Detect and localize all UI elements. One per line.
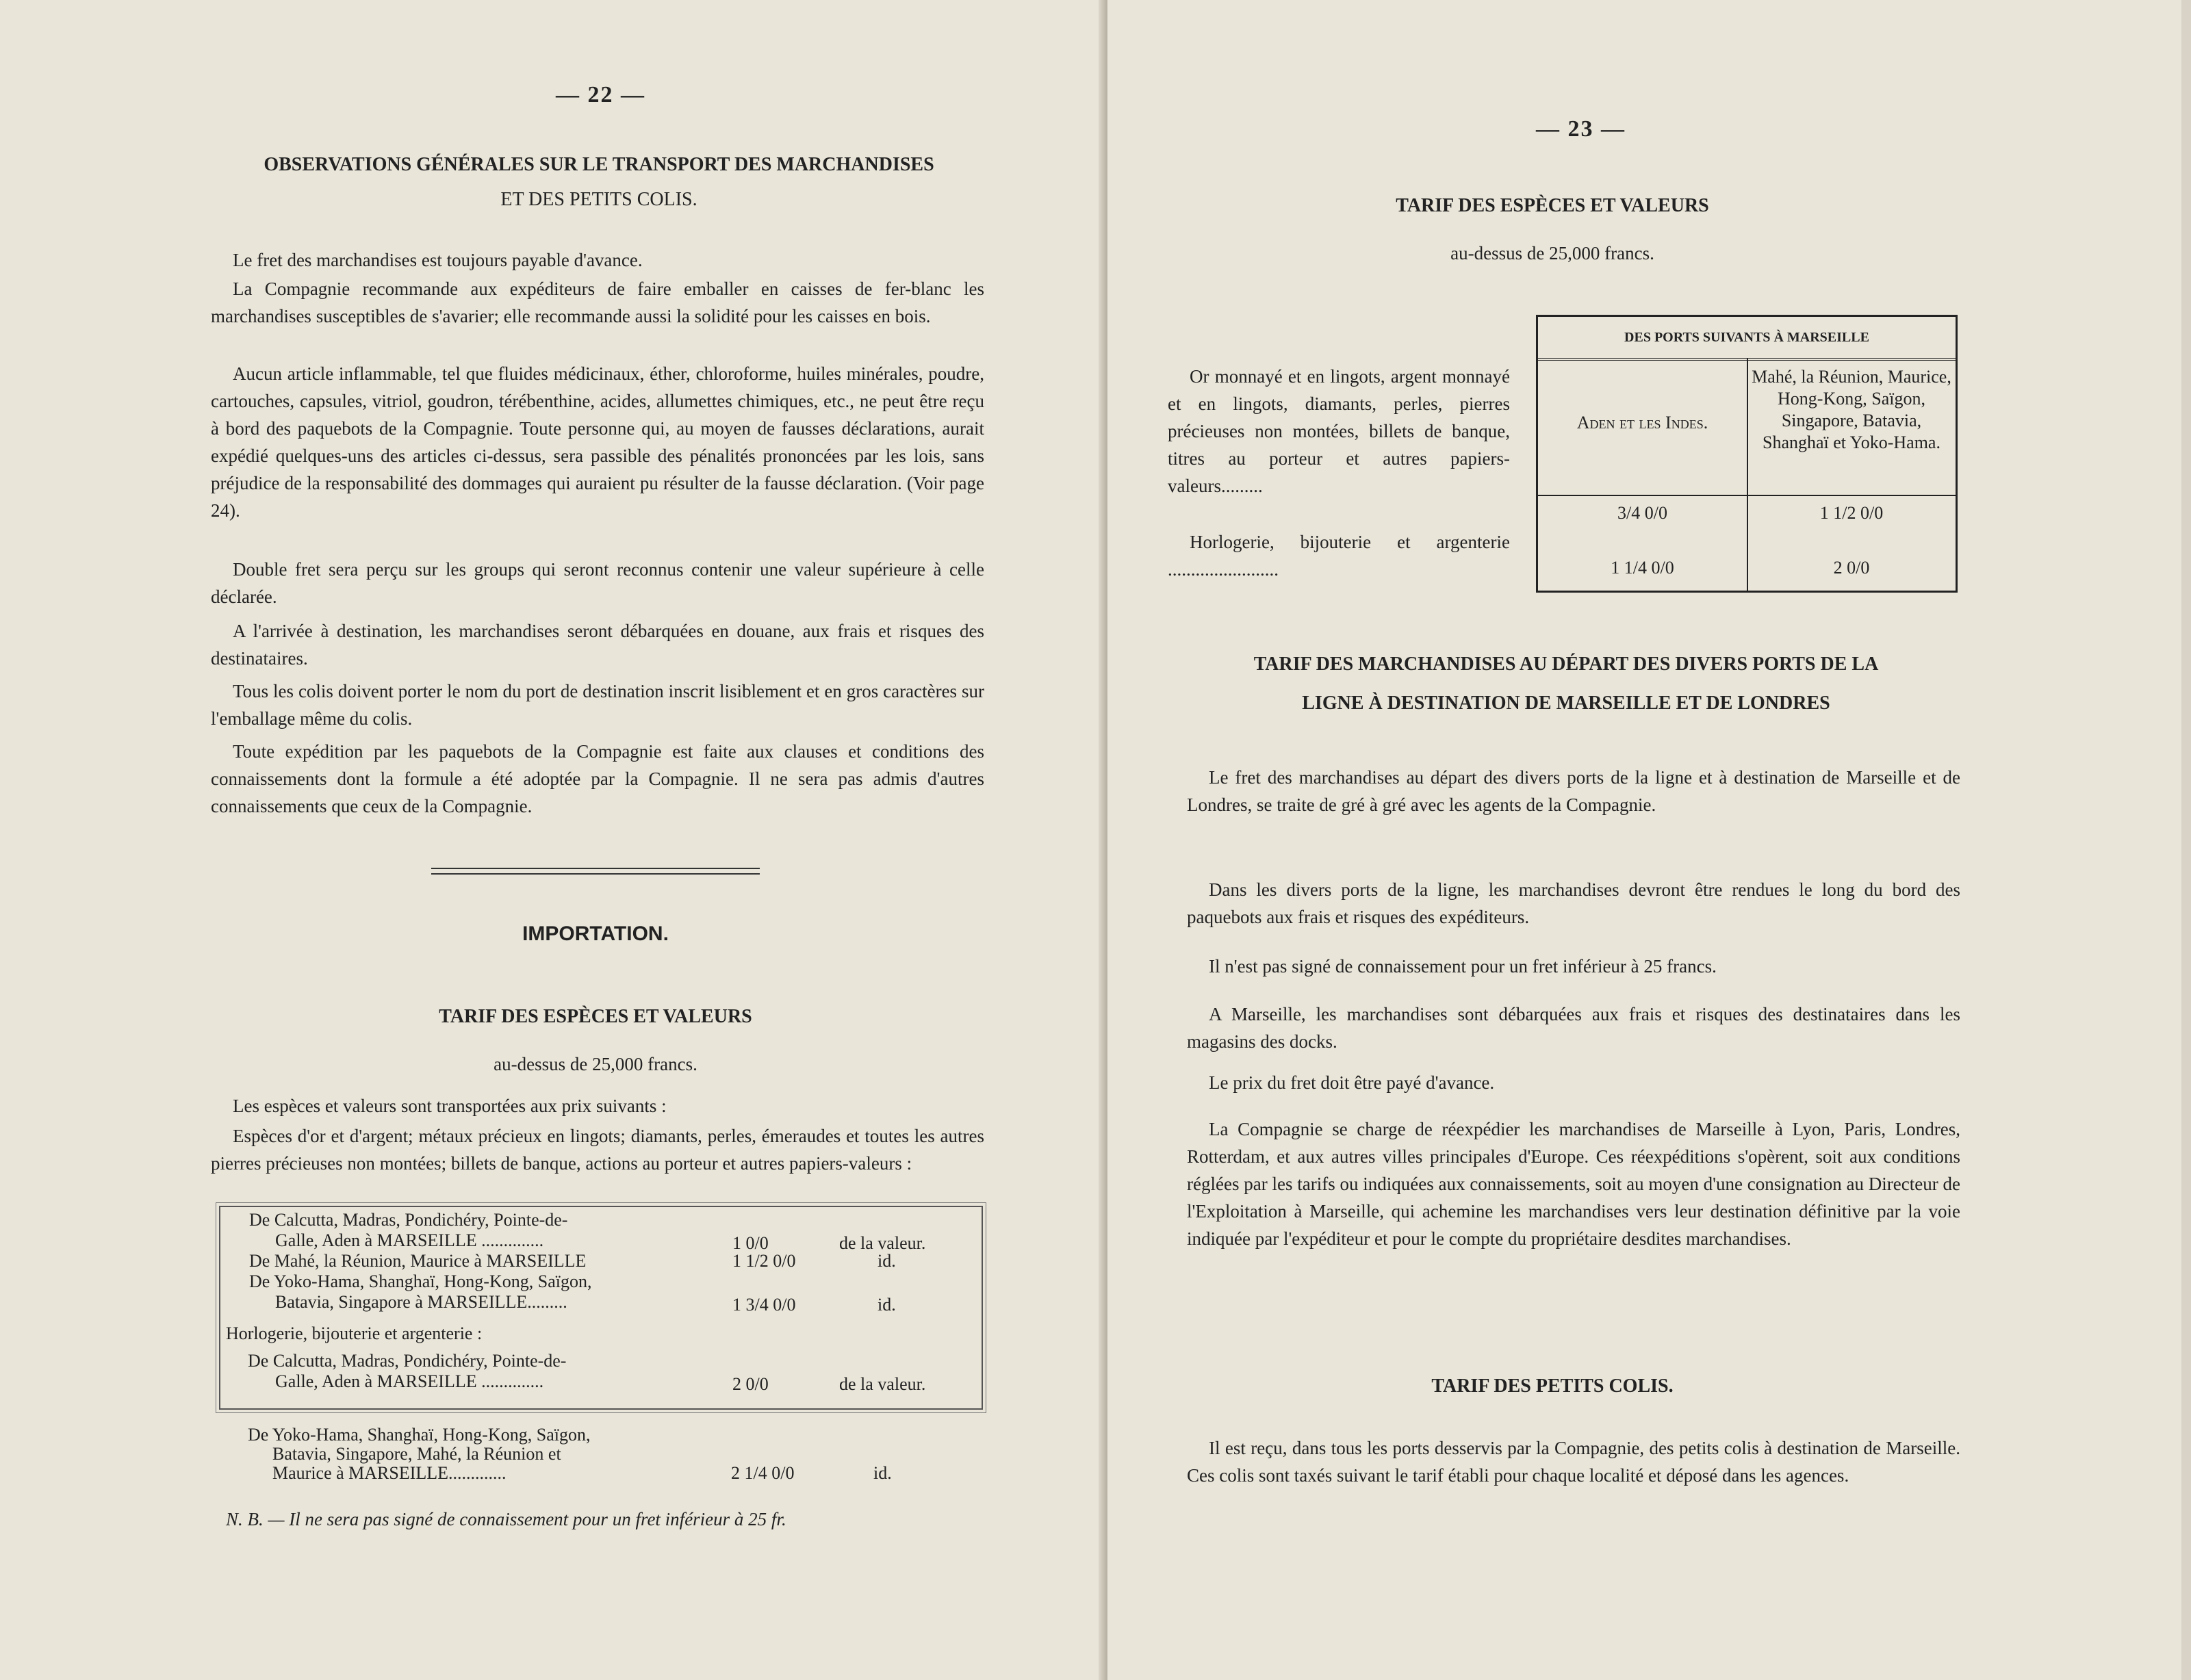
- paragraph: La Compagnie recommande aux expéditeurs de faire emballer en caisses de fer-blanc les marchandises susceptibles de s'avarier; elle recommande aussi la solidité pour les caisses en bois.: [211, 279, 984, 326]
- rate-note: id.: [873, 1463, 892, 1483]
- description: Horlogerie, bijouterie et argenterie ........................: [1168, 532, 1510, 580]
- rate-note: id.: [877, 1251, 896, 1271]
- table-cell: 1 1/2 0/0: [1819, 503, 1884, 523]
- table-cell: 3/4 0/0: [1617, 503, 1667, 523]
- paragraph: Il n'est pas signé de connaissement pour un fret inférieur à 25 francs.: [1209, 956, 1717, 977]
- box-line: De Yoko-Hama, Shanghaï, Hong-Kong, Saïgon,: [249, 1271, 592, 1291]
- section-title: OBSERVATIONS GÉNÉRALES SUR LE TRANSPORT DES MARCHANDISES: [264, 154, 934, 175]
- right-page: [1107, 0, 2191, 1680]
- box-line: De Calcutta, Madras, Pondichéry, Pointe-de-: [249, 1210, 568, 1230]
- box-line: Horlogerie, bijouterie et argenterie :: [226, 1323, 483, 1343]
- box-line: Galle, Aden à MARSEILLE ..............: [275, 1371, 544, 1391]
- tarif-subtitle: au-dessus de 25,000 francs.: [1450, 243, 1654, 263]
- section-heading: LIGNE À DESTINATION DE MARSEILLE ET DE LONDRES: [1302, 693, 1830, 714]
- divider: [431, 873, 760, 875]
- importation-heading: IMPORTATION.: [522, 922, 669, 945]
- rate-value: 1 0/0: [732, 1233, 769, 1253]
- paragraph: Les espèces et valeurs sont transportées aux prix suivants :: [233, 1096, 667, 1116]
- column-header: Aden et les Indes.: [1576, 413, 1708, 432]
- box-line: Maurice à MARSEILLE.............: [272, 1463, 507, 1483]
- rate-value: 1 3/4 0/0: [732, 1295, 796, 1315]
- box-line: De Calcutta, Madras, Pondichéry, Pointe-de-: [248, 1351, 567, 1371]
- rate-value: 1 1/2 0/0: [732, 1251, 796, 1271]
- section-subtitle: ET DES PETITS COLIS.: [500, 189, 697, 210]
- tarif-title: TARIF DES ESPÈCES ET VALEURS: [1396, 195, 1709, 216]
- row-divider: [1538, 495, 1956, 496]
- table-header: DES PORTS SUIVANTS À MARSEILLE: [1538, 317, 1956, 361]
- page-number: — 23 —: [1536, 116, 1626, 142]
- divider: [431, 868, 760, 869]
- rates-box: [219, 1206, 983, 1410]
- box-line: Batavia, Singapore à MARSEILLE.........: [275, 1292, 567, 1312]
- rate-note: id.: [877, 1295, 896, 1315]
- rate-value: 2 0/0: [732, 1374, 769, 1394]
- box-line: De Yoko-Hama, Shanghaï, Hong-Kong, Saïgon,: [248, 1425, 591, 1445]
- column-header: Mahé, la Réunion, Maurice, Hong-Kong, Saïgon, Singapore, Batavia, Shanghaï et Yoko-Hama.: [1752, 367, 1951, 452]
- page-edge: [2181, 0, 2191, 1680]
- box-line: Batavia, Singapore, Mahé, la Réunion et: [272, 1444, 561, 1464]
- rate-note: de la valeur.: [839, 1374, 926, 1394]
- box-line: De Mahé, la Réunion, Maurice à MARSEILLE: [249, 1251, 587, 1271]
- paragraph: Espèces d'or et d'argent; métaux précieux en lingots; diamants, perles, émeraudes et toutes les autres pierres précieuses non montées; billets de banque, actions au porteur et autres papiers-valeurs :: [211, 1126, 984, 1174]
- column-divider: [1747, 358, 1748, 591]
- paragraph: Le prix du fret doit être payé d'avance.: [1209, 1072, 1495, 1093]
- tarif-subtitle: au-dessus de 25,000 francs.: [494, 1054, 697, 1074]
- paragraph: La Compagnie se charge de réexpédier les marchandises de Marseille à Lyon, Paris, Londres, Rotterdam, et aux autres villes principales d'Europe. Ces réexpéditions s'opèrent, soit aux conditions réglées par les tarifs ou indiquées aux connaissements, soit au moyen d'une consignation au Directeur de l'Exploitation à Marseille, qui achemine les marchandises vers leur destination définitive par la voie indiquée par l'expéditeur et pour le compte du propriétaire desdites marchandises.: [1187, 1119, 1960, 1249]
- table-cell: 1 1/4 0/0: [1611, 558, 1674, 578]
- box-line: Galle, Aden à MARSEILLE ..............: [275, 1230, 544, 1250]
- tarif-title: TARIF DES ESPÈCES ET VALEURS: [439, 1006, 752, 1027]
- description: Or monnayé et en lingots, argent monnayé et en lingots, diamants, perles, pierres précieuses non montées, billets de banque, titres au porteur et autres papiers-valeurs.........: [1168, 366, 1510, 496]
- paragraph: Double fret sera perçu sur les groups qui seront reconnus contenir une valeur supérieure à celle déclarée.: [211, 559, 984, 607]
- rate-note: de la valeur.: [839, 1233, 926, 1253]
- table-cell: 2 0/0: [1833, 558, 1870, 578]
- paragraph: Aucun article inflammable, tel que fluides médicinaux, éther, chloroforme, huiles minérales, poudre, cartouches, capsules, vitriol, goudron, térébenthine, acides, allumettes chimiques, etc., ne peut être reçu à bord des paquebots de la Compagnie. Toute personne qui, au moyen de fausses déclarations, aurait expédié quelques-uns des articles ci-dessus, sera passible des pénalités prononcées par les lois, sans préjudice de la responsabilité des dommages qui auraient pu résulter de la fausse déclaration. (Voir page 24).: [211, 363, 984, 521]
- paragraph: Tous les colis doivent porter le nom du port de destination inscrit lisiblement et en gros caractères sur l'emballage même du colis.: [211, 681, 984, 729]
- footnote: N. B. — Il ne sera pas signé de connaissement pour un fret inférieur à 25 fr.: [226, 1509, 786, 1529]
- paragraph: Dans les divers ports de la ligne, les marchandises devront être rendues le long du bord des paquebots aux frais et risques des expéditeurs.: [1187, 879, 1960, 927]
- paragraph: Toute expédition par les paquebots de la Compagnie est faite aux clauses et conditions des connaissements dont la formule a été adoptée par la Compagnie. Il ne sera pas admis d'autres connaissements que ceux de la Compagnie.: [211, 741, 984, 816]
- paragraph: Le fret des marchandises est toujours payable d'avance.: [233, 250, 643, 270]
- tarif-table: [1536, 315, 1958, 593]
- rate-value: 2 1/4 0/0: [731, 1463, 795, 1483]
- section-heading: TARIF DES PETITS COLIS.: [1431, 1375, 1674, 1397]
- section-heading: TARIF DES MARCHANDISES AU DÉPART DES DIVERS PORTS DE LA: [1253, 654, 1879, 675]
- paragraph: A Marseille, les marchandises sont débarquées aux frais et risques des destinataires dans les magasins des docks.: [1187, 1004, 1960, 1052]
- paragraph: A l'arrivée à destination, les marchandises seront débarquées en douane, aux frais et risques des destinataires.: [211, 621, 984, 669]
- paragraph: Il est reçu, dans tous les ports desservis par la Compagnie, des petits colis à destination de Marseille. Ces colis sont taxés suivant le tarif établi pour chaque localité et déposé dans les agences.: [1187, 1438, 1960, 1486]
- page-number: — 22 —: [556, 82, 645, 107]
- paragraph: Le fret des marchandises au départ des divers ports de la ligne et à destination de Marseille et de Londres, se traite de gré à gré avec les agents de la Compagnie.: [1187, 767, 1960, 815]
